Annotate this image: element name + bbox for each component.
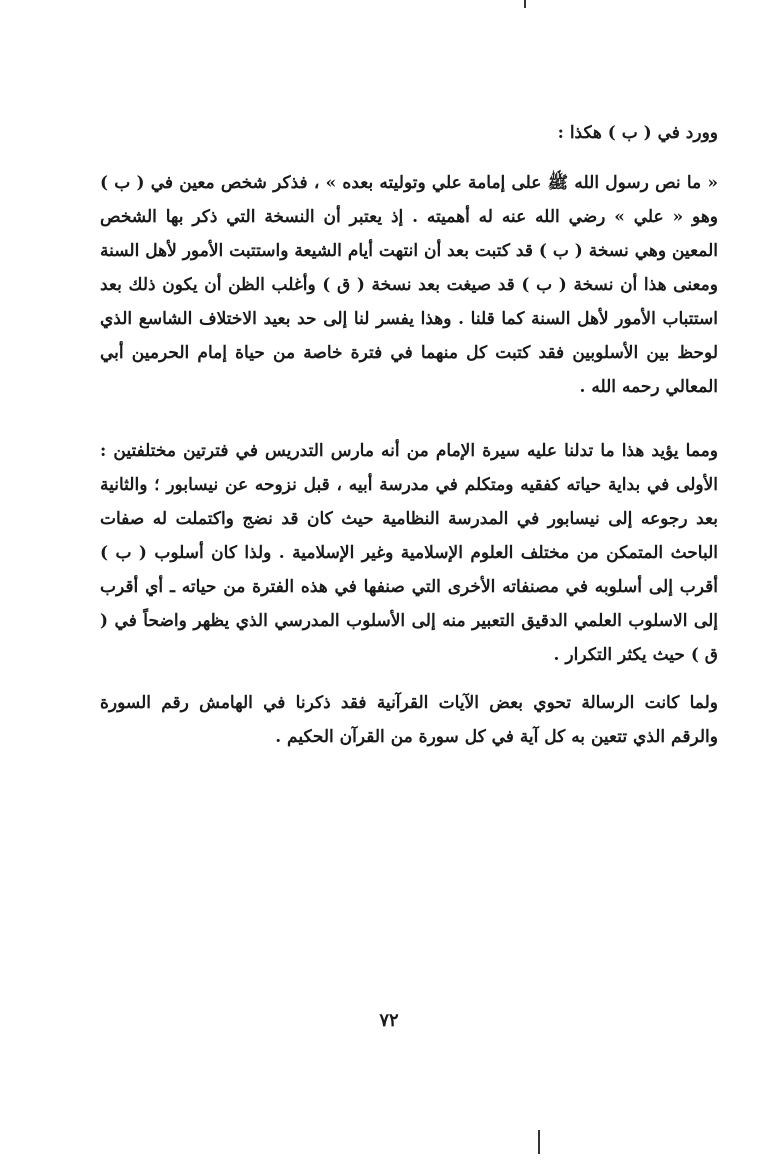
intro-line: وورد في ( ب ) هكذا : [557, 123, 718, 143]
top-margin-mark [524, 0, 526, 8]
paragraph-2: ومما يؤيد هذا ما تدلنا عليه سيرة الإمام من أنه مارس التدريس في فترتين مختلفتين : الأولى في بداية حياته كفقيه ومتكلم في مدرسة أبيه ، قبل نزوحه عن نيسابور ؛ والثانية بعد رجوعه إلى نيسابور في المدرسة النظامية حيث كان قد نضج واكتملت له صفات الباحث المتمكن من مختلف العلوم الإسلامية وغير الإسلامية . ولذا كان أسلوب ( ب ) أقرب إلى أسلوبه في مصنفاته الأخرى التي صنفها في هذه الفترة من حياته ـ أي أقرب إلى الاسلوب العلمي الدقيق التعبير منه إلى الأسلوب المدرسي الذي يظهر واضحاً في ( ق ) حيث يكثر التكرار . [100, 441, 718, 665]
quoted-paragraph: « ما نص رسول الله ﷺ على إمامة علي وتوليته بعده » ، فذكر شخص معين في ( ب ) وهو « علي » رضي الله عنه له أهميته . إذ يعتبر أن النسخة التي ذكر بها الشخص المعين وهي نسخة ( ب ) قد كتبت بعد أن انتهت أيام الشيعة واستتبت الأمور لأهل السنة ومعنى هذا أن نسخة ( ب ) قد صيغت بعد نسخة ( ق ) وأغلب الظن أن يكون ذلك بعد استتباب الأمور لأهل السنة كما قلنا . وهذا يفسر لنا إلى حد بعيد الاختلاف الشاسع الذي لوحظ بين الأسلوبين فقد كتبت كل منهما في فترة خاصة من حياة إمام الحرمين أبي المعالي رحمه الله . [100, 173, 718, 397]
bottom-margin-mark [538, 1130, 540, 1154]
page-number: ٧٢ [379, 1010, 399, 1031]
paragraph-3: ولما كانت الرسالة تحوي بعض الآيات القرآنية فقد ذكرنا في الهامش رقم السورة والرقم الذي تتعين به كل آية في كل سورة من القرآن الحكيم . [100, 693, 718, 747]
